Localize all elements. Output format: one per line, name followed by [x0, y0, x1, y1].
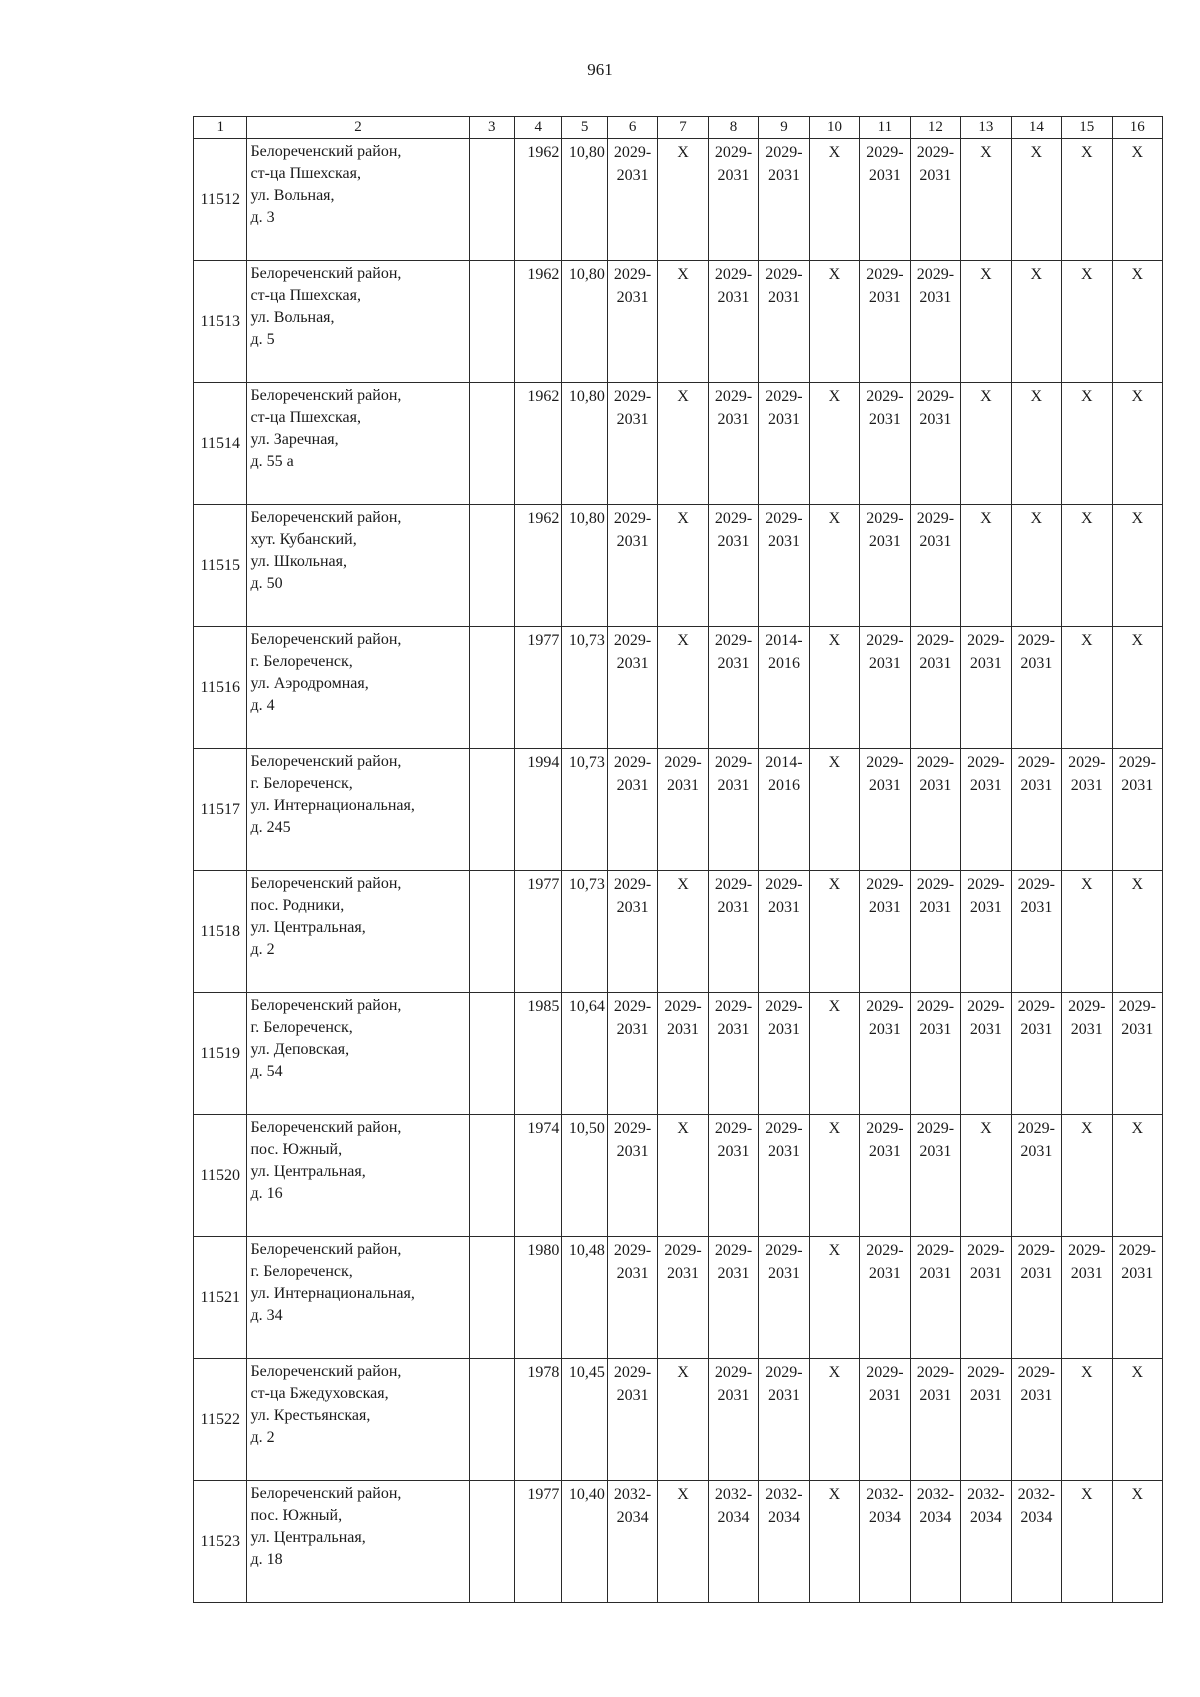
address-line: ул. Деповская,: [250, 1041, 350, 1058]
period-cell-col-13: 2032- 2034: [961, 1481, 1011, 1603]
period-cell-col-14: 2029- 2031: [1011, 1237, 1061, 1359]
year-cell: 1962: [514, 505, 561, 627]
area-cell: 10,80: [562, 261, 607, 383]
address-line: пос. Родники,: [250, 897, 345, 914]
area-cell: 10,73: [562, 871, 607, 993]
address-cell: [247, 1359, 469, 1481]
address-cell: [247, 627, 469, 749]
column-3-cell: [469, 1115, 514, 1237]
period-cell-col-16: X: [1112, 871, 1162, 993]
address-line: хут. Кубанский,: [250, 531, 357, 548]
period-cell-col-16: X: [1112, 1481, 1162, 1603]
column-header-1: 1: [194, 117, 247, 139]
period-cell-col-6: 2029- 2031: [607, 261, 657, 383]
column-3-cell: [469, 1359, 514, 1481]
column-3-cell: [469, 261, 514, 383]
address-line: ст-ца Пшехская,: [250, 287, 361, 304]
year-cell: 1978: [514, 1359, 561, 1481]
period-cell-col-13: 2029- 2031: [961, 1359, 1011, 1481]
row-number: 11521: [194, 1237, 247, 1359]
area-cell: 10,73: [562, 749, 607, 871]
period-cell-col-13: X: [961, 139, 1011, 261]
address-line: Белореченский район,: [250, 143, 402, 160]
period-cell-col-6: 2029- 2031: [607, 139, 657, 261]
address-line: Белореченский район,: [250, 631, 402, 648]
row-number: 11518: [194, 871, 247, 993]
period-cell-col-7: 2029- 2031: [658, 749, 708, 871]
period-cell-col-9: 2014- 2016: [759, 627, 809, 749]
address-line: д. 16: [250, 1185, 283, 1202]
area-cell: 10,64: [562, 993, 607, 1115]
period-cell-col-11: 2029- 2031: [860, 627, 910, 749]
area-cell: 10,73: [562, 627, 607, 749]
period-cell-col-15: X: [1062, 627, 1112, 749]
row-number: 11519: [194, 993, 247, 1115]
column-3-cell: [469, 871, 514, 993]
column-header-12: 12: [910, 117, 960, 139]
table-row: [194, 749, 1163, 871]
address-line: г. Белореченск,: [250, 775, 353, 792]
period-cell-col-8: 2029- 2031: [708, 383, 758, 505]
area-cell: 10,80: [562, 383, 607, 505]
period-cell-col-9: 2029- 2031: [759, 1115, 809, 1237]
page-number: 961: [587, 60, 613, 79]
period-cell-col-11: 2029- 2031: [860, 261, 910, 383]
address-line: ст-ца Пшехская,: [250, 409, 361, 426]
period-cell-col-15: X: [1062, 139, 1112, 261]
address-cell: [247, 383, 469, 505]
address-line: Белореченский район,: [250, 387, 402, 404]
address-line: д. 55 а: [250, 453, 294, 470]
address-line: д. 245: [250, 819, 291, 836]
period-cell-col-8: 2032- 2034: [708, 1481, 758, 1603]
column-header-4: 4: [514, 117, 561, 139]
period-cell-col-6: 2029- 2031: [607, 871, 657, 993]
address-line: ул. Центральная,: [250, 1529, 366, 1546]
address-cell: [247, 871, 469, 993]
address-cell: [247, 749, 469, 871]
period-cell-col-10: X: [809, 871, 859, 993]
column-header-13: 13: [961, 117, 1011, 139]
year-cell: 1985: [514, 993, 561, 1115]
period-cell-col-15: X: [1062, 1481, 1112, 1603]
column-header-3: 3: [469, 117, 514, 139]
period-cell-col-7: 2029- 2031: [658, 993, 708, 1115]
table-row: [194, 1237, 1163, 1359]
address-cell: [247, 1115, 469, 1237]
address-line: г. Белореченск,: [250, 1263, 353, 1280]
period-cell-col-10: X: [809, 1115, 859, 1237]
period-cell-col-12: 2029- 2031: [910, 871, 960, 993]
address-line: г. Белореченск,: [250, 1019, 353, 1036]
period-cell-col-16: X: [1112, 627, 1162, 749]
period-cell-col-12: 2029- 2031: [910, 505, 960, 627]
period-cell-col-15: 2029- 2031: [1062, 1237, 1112, 1359]
period-cell-col-12: 2029- 2031: [910, 1237, 960, 1359]
table-row: [194, 871, 1163, 993]
period-cell-col-13: X: [961, 383, 1011, 505]
address-line: Белореченский район,: [250, 1485, 402, 1502]
period-cell-col-12: 2029- 2031: [910, 383, 960, 505]
period-cell-col-7: X: [658, 1359, 708, 1481]
period-cell-col-10: X: [809, 1237, 859, 1359]
period-cell-col-9: 2029- 2031: [759, 383, 809, 505]
period-cell-col-9: 2029- 2031: [759, 871, 809, 993]
period-cell-col-7: X: [658, 871, 708, 993]
address-line: ул. Интернациональная,: [250, 797, 415, 814]
period-cell-col-13: 2029- 2031: [961, 871, 1011, 993]
period-cell-col-8: 2029- 2031: [708, 627, 758, 749]
period-cell-col-10: X: [809, 505, 859, 627]
period-cell-col-6: 2029- 2031: [607, 1115, 657, 1237]
column-header-9: 9: [759, 117, 809, 139]
period-cell-col-6: 2029- 2031: [607, 749, 657, 871]
period-cell-col-7: X: [658, 1115, 708, 1237]
period-cell-col-11: 2029- 2031: [860, 1115, 910, 1237]
period-cell-col-16: X: [1112, 261, 1162, 383]
address-line: д. 34: [250, 1307, 283, 1324]
row-number: 11512: [194, 139, 247, 261]
address-line: Белореченский район,: [250, 875, 402, 892]
address-line: ул. Школьная,: [250, 553, 347, 570]
period-cell-col-11: 2029- 2031: [860, 139, 910, 261]
year-cell: 1962: [514, 139, 561, 261]
table-row: [194, 993, 1163, 1115]
period-cell-col-14: 2029- 2031: [1011, 627, 1061, 749]
period-cell-col-6: 2032- 2034: [607, 1481, 657, 1603]
period-cell-col-7: X: [658, 1481, 708, 1603]
period-cell-col-9: 2029- 2031: [759, 261, 809, 383]
period-cell-col-14: X: [1011, 505, 1061, 627]
table-row: [194, 383, 1163, 505]
column-header-7: 7: [658, 117, 708, 139]
period-cell-col-9: 2029- 2031: [759, 505, 809, 627]
address-line: д. 4: [250, 697, 275, 714]
row-number: 11523: [194, 1481, 247, 1603]
row-number: 11515: [194, 505, 247, 627]
period-cell-col-8: 2029- 2031: [708, 261, 758, 383]
period-cell-col-13: 2029- 2031: [961, 749, 1011, 871]
period-cell-col-16: 2029- 2031: [1112, 749, 1162, 871]
period-cell-col-16: X: [1112, 505, 1162, 627]
column-header-10: 10: [809, 117, 859, 139]
period-cell-col-13: 2029- 2031: [961, 993, 1011, 1115]
period-cell-col-11: 2029- 2031: [860, 383, 910, 505]
period-cell-col-7: X: [658, 627, 708, 749]
header-row: [194, 117, 1163, 139]
address-cell: [247, 139, 469, 261]
address-line: ул. Аэродромная,: [250, 675, 369, 692]
year-cell: 1962: [514, 383, 561, 505]
address-line: ул. Заречная,: [250, 431, 339, 448]
column-header-11: 11: [860, 117, 910, 139]
table-body: [194, 139, 1163, 1603]
period-cell-col-14: 2029- 2031: [1011, 1115, 1061, 1237]
period-cell-col-8: 2029- 2031: [708, 1359, 758, 1481]
period-cell-col-11: 2029- 2031: [860, 993, 910, 1115]
year-cell: 1980: [514, 1237, 561, 1359]
column-3-cell: [469, 505, 514, 627]
year-cell: 1962: [514, 261, 561, 383]
period-cell-col-6: 2029- 2031: [607, 1237, 657, 1359]
period-cell-col-11: 2029- 2031: [860, 871, 910, 993]
address-line: Белореченский район,: [250, 1119, 402, 1136]
period-cell-col-8: 2029- 2031: [708, 505, 758, 627]
year-cell: 1974: [514, 1115, 561, 1237]
period-cell-col-15: 2029- 2031: [1062, 749, 1112, 871]
period-cell-col-12: 2029- 2031: [910, 1115, 960, 1237]
period-cell-col-14: 2029- 2031: [1011, 871, 1061, 993]
address-cell: [247, 1237, 469, 1359]
address-line: Белореченский район,: [250, 997, 402, 1014]
address-line: Белореченский район,: [250, 753, 402, 770]
table-row: [194, 1481, 1163, 1603]
period-cell-col-13: X: [961, 1115, 1011, 1237]
address-cell: [247, 261, 469, 383]
period-cell-col-10: X: [809, 1359, 859, 1481]
period-cell-col-13: 2029- 2031: [961, 627, 1011, 749]
address-line: Белореченский район,: [250, 509, 402, 526]
year-cell: 1977: [514, 627, 561, 749]
table-row: [194, 1115, 1163, 1237]
period-cell-col-10: X: [809, 1481, 859, 1603]
period-cell-col-16: 2029- 2031: [1112, 993, 1162, 1115]
period-cell-col-10: X: [809, 261, 859, 383]
period-cell-col-6: 2029- 2031: [607, 383, 657, 505]
area-cell: 10,40: [562, 1481, 607, 1603]
address-line: Белореченский район,: [250, 1363, 402, 1380]
period-cell-col-11: 2029- 2031: [860, 1237, 910, 1359]
period-cell-col-6: 2029- 2031: [607, 1359, 657, 1481]
address-line: д. 2: [250, 1429, 275, 1446]
address-line: г. Белореченск,: [250, 653, 353, 670]
column-3-cell: [469, 139, 514, 261]
period-cell-col-9: 2032- 2034: [759, 1481, 809, 1603]
period-cell-col-9: 2029- 2031: [759, 1359, 809, 1481]
period-cell-col-8: 2029- 2031: [708, 993, 758, 1115]
row-number: 11514: [194, 383, 247, 505]
period-cell-col-14: X: [1011, 261, 1061, 383]
period-cell-col-15: 2029- 2031: [1062, 993, 1112, 1115]
housing-registry-table: [193, 116, 1163, 1603]
period-cell-col-14: X: [1011, 383, 1061, 505]
address-line: ул. Вольная,: [250, 187, 335, 204]
period-cell-col-14: 2032- 2034: [1011, 1481, 1061, 1603]
table-row: [194, 505, 1163, 627]
year-cell: 1977: [514, 871, 561, 993]
period-cell-col-10: X: [809, 749, 859, 871]
period-cell-col-15: X: [1062, 1115, 1112, 1237]
area-cell: 10,48: [562, 1237, 607, 1359]
period-cell-col-12: 2029- 2031: [910, 261, 960, 383]
period-cell-col-10: X: [809, 383, 859, 505]
period-cell-col-14: 2029- 2031: [1011, 993, 1061, 1115]
address-cell: [247, 1481, 469, 1603]
period-cell-col-9: 2029- 2031: [759, 1237, 809, 1359]
period-cell-col-16: X: [1112, 1359, 1162, 1481]
year-cell: 1994: [514, 749, 561, 871]
row-number: 11522: [194, 1359, 247, 1481]
period-cell-col-11: 2032- 2034: [860, 1481, 910, 1603]
table-row: [194, 139, 1163, 261]
address-line: ул. Вольная,: [250, 309, 335, 326]
address-line: д. 5: [250, 331, 275, 348]
period-cell-col-10: X: [809, 627, 859, 749]
period-cell-col-16: X: [1112, 1115, 1162, 1237]
column-3-cell: [469, 749, 514, 871]
period-cell-col-6: 2029- 2031: [607, 627, 657, 749]
period-cell-col-9: 2029- 2031: [759, 139, 809, 261]
period-cell-col-12: 2029- 2031: [910, 1359, 960, 1481]
table-row: [194, 627, 1163, 749]
area-cell: 10,80: [562, 505, 607, 627]
period-cell-col-15: X: [1062, 261, 1112, 383]
period-cell-col-8: 2029- 2031: [708, 749, 758, 871]
address-line: д. 3: [250, 209, 275, 226]
address-line: пос. Южный,: [250, 1141, 343, 1158]
period-cell-col-9: 2014- 2016: [759, 749, 809, 871]
period-cell-col-16: X: [1112, 139, 1162, 261]
period-cell-col-7: X: [658, 261, 708, 383]
period-cell-col-6: 2029- 2031: [607, 505, 657, 627]
column-header-5: 5: [562, 117, 607, 139]
period-cell-col-13: 2029- 2031: [961, 1237, 1011, 1359]
table-row: [194, 261, 1163, 383]
row-number: 11513: [194, 261, 247, 383]
row-number: 11520: [194, 1115, 247, 1237]
period-cell-col-7: X: [658, 139, 708, 261]
address-line: ул. Крестьянская,: [250, 1407, 371, 1424]
address-line: ул. Интернациональная,: [250, 1285, 415, 1302]
area-cell: 10,50: [562, 1115, 607, 1237]
period-cell-col-12: 2029- 2031: [910, 993, 960, 1115]
column-3-cell: [469, 1481, 514, 1603]
period-cell-col-8: 2029- 2031: [708, 139, 758, 261]
address-line: ул. Центральная,: [250, 919, 366, 936]
column-header-8: 8: [708, 117, 758, 139]
period-cell-col-14: 2029- 2031: [1011, 1359, 1061, 1481]
period-cell-col-14: 2029- 2031: [1011, 749, 1061, 871]
column-header-6: 6: [607, 117, 657, 139]
address-line: д. 2: [250, 941, 275, 958]
period-cell-col-13: X: [961, 261, 1011, 383]
address-line: пос. Южный,: [250, 1507, 343, 1524]
address-line: д. 54: [250, 1063, 283, 1080]
address-line: ул. Центральная,: [250, 1163, 366, 1180]
column-3-cell: [469, 383, 514, 505]
period-cell-col-7: X: [658, 505, 708, 627]
period-cell-col-15: X: [1062, 383, 1112, 505]
column-3-cell: [469, 993, 514, 1115]
period-cell-col-11: 2029- 2031: [860, 505, 910, 627]
address-line: ст-ца Бжедуховская,: [250, 1385, 389, 1402]
period-cell-col-7: 2029- 2031: [658, 1237, 708, 1359]
address-line: Белореченский район,: [250, 1241, 402, 1258]
column-header-16: 16: [1112, 117, 1162, 139]
address-line: Белореченский район,: [250, 265, 402, 282]
year-cell: 1977: [514, 1481, 561, 1603]
row-number: 11517: [194, 749, 247, 871]
period-cell-col-15: X: [1062, 505, 1112, 627]
column-header-14: 14: [1011, 117, 1061, 139]
period-cell-col-16: 2029- 2031: [1112, 1237, 1162, 1359]
column-3-cell: [469, 627, 514, 749]
period-cell-col-8: 2029- 2031: [708, 1237, 758, 1359]
period-cell-col-10: X: [809, 993, 859, 1115]
period-cell-col-12: 2029- 2031: [910, 749, 960, 871]
period-cell-col-12: 2032- 2034: [910, 1481, 960, 1603]
period-cell-col-11: 2029- 2031: [860, 749, 910, 871]
address-cell: [247, 993, 469, 1115]
period-cell-col-12: 2029- 2031: [910, 627, 960, 749]
period-cell-col-10: X: [809, 139, 859, 261]
area-cell: 10,80: [562, 139, 607, 261]
period-cell-col-9: 2029- 2031: [759, 993, 809, 1115]
address-line: д. 50: [250, 575, 283, 592]
period-cell-col-15: X: [1062, 871, 1112, 993]
period-cell-col-8: 2029- 2031: [708, 1115, 758, 1237]
column-3-cell: [469, 1237, 514, 1359]
period-cell-col-6: 2029- 2031: [607, 993, 657, 1115]
period-cell-col-11: 2029- 2031: [860, 1359, 910, 1481]
column-header-2: 2: [247, 117, 469, 139]
period-cell-col-16: X: [1112, 383, 1162, 505]
period-cell-col-7: X: [658, 383, 708, 505]
area-cell: 10,45: [562, 1359, 607, 1481]
address-cell: [247, 505, 469, 627]
period-cell-col-14: X: [1011, 139, 1061, 261]
address-line: д. 18: [250, 1551, 283, 1568]
address-line: ст-ца Пшехская,: [250, 165, 361, 182]
period-cell-col-12: 2029- 2031: [910, 139, 960, 261]
period-cell-col-13: X: [961, 505, 1011, 627]
row-number: 11516: [194, 627, 247, 749]
table-row: [194, 1359, 1163, 1481]
period-cell-col-15: X: [1062, 1359, 1112, 1481]
period-cell-col-8: 2029- 2031: [708, 871, 758, 993]
column-header-15: 15: [1062, 117, 1112, 139]
